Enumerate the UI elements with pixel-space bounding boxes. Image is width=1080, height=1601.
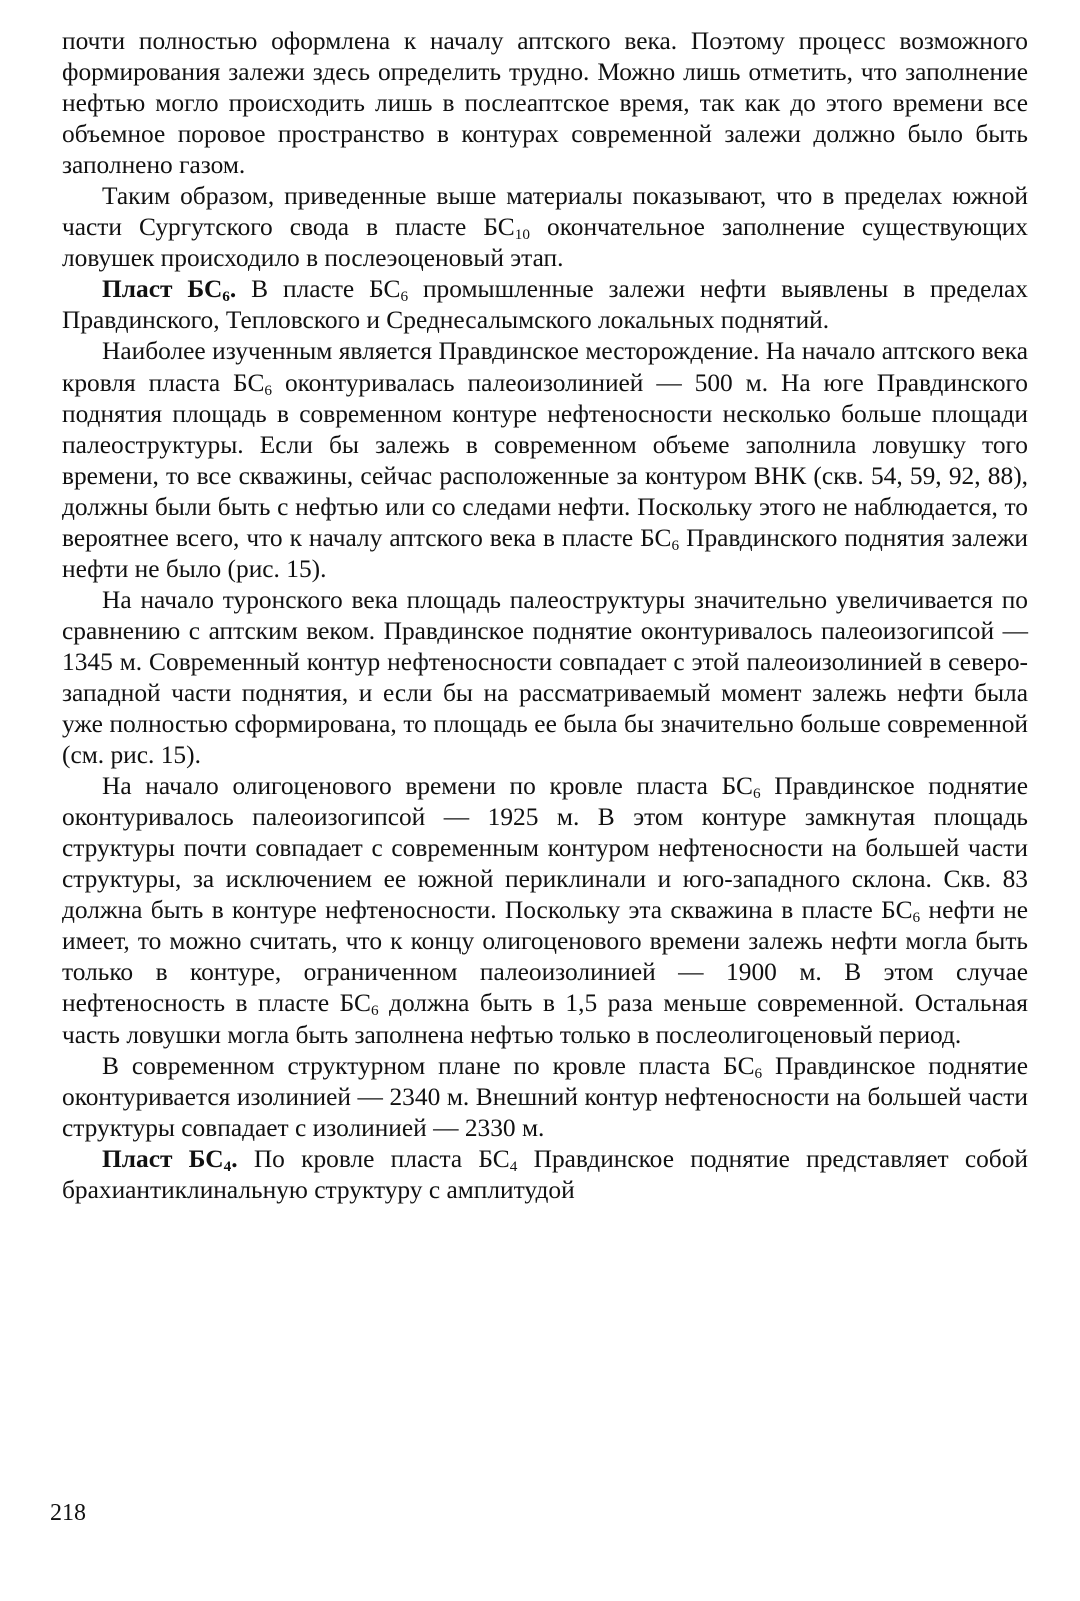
text-run: В современном структурном плане по кровле пласта БС bbox=[102, 1051, 755, 1080]
text-run: Таким образом, приведенные выше материалы показывают, что в пределах южной части Сургутского свода в пласте БС bbox=[62, 182, 1028, 242]
subscript-index: 6 bbox=[222, 288, 230, 306]
text-run: В пласте БС bbox=[236, 275, 401, 304]
text-run: На начало туронского века площадь палеоструктуры значительно увеличивается по сравнению с аптским веком. Правдинское поднятие оконтуривалось палеоизогипсой — 1345 м. Современный контур нефтеносности совпадает с этой палеоизолинией в северо-западной части поднятия, и если бы на рассматриваемый момент залежь нефти была уже полностью сформирована, то площадь ее была бы значительно больше современной (см. рис. 15). bbox=[62, 585, 1028, 770]
bold-heading-wrapper bbox=[102, 1145, 224, 1173]
bold-heading-run: . bbox=[229, 275, 237, 304]
bold-heading-run: Пласт БС bbox=[102, 275, 223, 304]
paragraph bbox=[62, 1051, 1028, 1144]
bold-heading-run bbox=[222, 275, 230, 306]
subscript-index: 6 bbox=[912, 909, 921, 927]
subscript-index: 4 bbox=[223, 1157, 232, 1175]
subscript-index: 6 bbox=[752, 784, 761, 802]
body-text bbox=[62, 26, 1028, 1206]
subscript-index: 6 bbox=[671, 536, 680, 554]
paragraph bbox=[62, 1144, 1028, 1206]
paragraph bbox=[62, 274, 1028, 336]
subscript-index: 6 bbox=[370, 1002, 379, 1020]
subscript-index: 6 bbox=[400, 288, 409, 306]
text-run: На начало олигоценового времени по кровле пласта БС bbox=[102, 772, 753, 801]
text-run: должна быть в 1,5 раза меньше современной. Остальная часть ловушки могла быть заполнена нефтью только в послеолигоценовый период. bbox=[62, 989, 1028, 1049]
bold-heading-run: Пласт БС bbox=[102, 1144, 224, 1173]
text-run: Правдинского поднятия залежи нефти не было (рис. 15). bbox=[62, 523, 1028, 583]
text-run: По кровле пласта БС bbox=[237, 1144, 510, 1173]
subscript-index: 4 bbox=[509, 1157, 518, 1175]
text-run: нефти не имеет, то можно считать, что к концу олигоценового времени залежь нефти могла быть только в контуре, ограниченном палеоизолинией — 1900 м. В этом случае нефтеносность в пласте БС bbox=[62, 896, 1029, 1018]
subscript-index: 6 bbox=[754, 1064, 763, 1082]
page-number: 218 bbox=[50, 1500, 86, 1526]
bold-heading-wrapper bbox=[102, 275, 222, 303]
subscript-index: 10 bbox=[514, 226, 530, 244]
bold-heading-run: . bbox=[231, 1144, 238, 1173]
text-run: промышленные залежи нефти выявлены в пределах Правдинского, Тепловского и Среднесалымского локальных поднятий. bbox=[62, 275, 1028, 335]
paragraph bbox=[62, 26, 1028, 181]
text-run: Правдинское поднятие оконтуривается изолинией — 2340 м. Внешний контур нефтеносности на большей части структуры совпадает с изолинией — 2330 м. bbox=[62, 1051, 1028, 1142]
paragraph bbox=[62, 771, 1028, 1050]
text-run: почти полностью оформлена к началу аптского века. Поэтому процесс возможного формирования залежи здесь определить трудно. Можно лишь отметить, что заполнение нефтью могло происходить лишь в послеаптское время, так как до этого времени все объемное поровое пространство в контурах современной залежи должно было быть заполнено газом. bbox=[62, 27, 1028, 180]
text-run: окончательное заполнение существующих ловушек происходило в послеэоценовый этап. bbox=[62, 213, 1028, 273]
text-run: Правдинское поднятие представляет собой брахиантиклинальную структуру с амплитудой bbox=[62, 1144, 1028, 1204]
text-run: Наиболее изученным является Правдинское месторождение. На начало аптского века кровля пласта БС bbox=[62, 337, 1028, 397]
text-run: оконтуривалась палеоизолинией — 500 м. На юге Правдинского поднятия площадь в современном контуре нефтеносности несколько больше площади палеоструктуры. Если бы залежь в современном объеме заполнила ловушку того времени, то все скважины, сейчас расположенные за контуром ВНК (скв. 54, 59, 92, 88), должны были быть с нефтью или со следами нефти. Поскольку этого не наблюдается, то вероятнее всего, что к началу аптского века в пласте БС bbox=[62, 368, 1028, 552]
paragraph bbox=[62, 336, 1028, 584]
paragraph bbox=[62, 181, 1028, 274]
text-run: Правдинское поднятие оконтуривалось палеоизогипсой — 1925 м. В этом контуре замкнутая площадь структуры почти совпадает с современным контуром нефтеносности на большей части структуры, за исключением ее южной периклинали и юго-западного склона. Скв. 83 должна быть в контуре нефтеносности. Поскольку эта скважина в пласте БС bbox=[62, 772, 1028, 925]
paragraph bbox=[62, 585, 1028, 771]
subscript-index: 6 bbox=[264, 381, 273, 399]
